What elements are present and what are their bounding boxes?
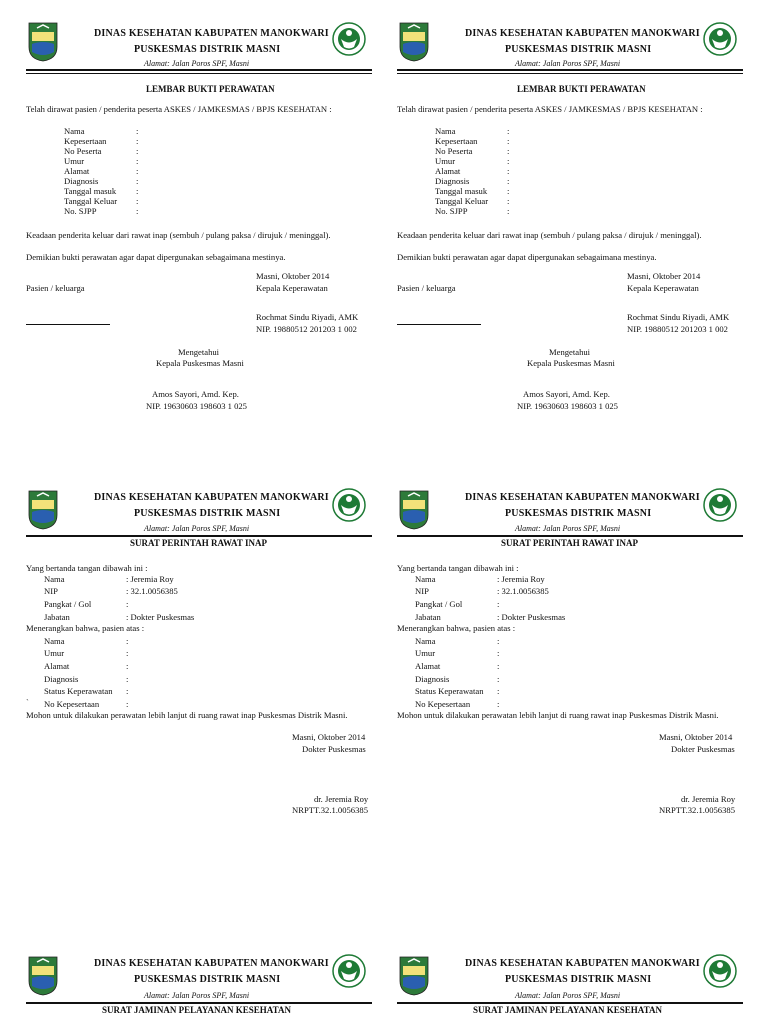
signer-value: : Dokter Puskesmas xyxy=(497,612,566,622)
kepala-keperawatan-label: Kepala Keperawatan xyxy=(627,283,699,293)
field-colon: : xyxy=(507,126,510,136)
field-label: Kepesertaan xyxy=(435,136,478,146)
patient-label: Diagnosis xyxy=(415,674,450,684)
signer-value: : 32.1.0056385 xyxy=(126,586,178,596)
intro-text: Yang bertanda tangan dibawah ini : xyxy=(397,563,519,573)
signer-label: NIP xyxy=(44,586,58,596)
signer-value: : Jeremia Roy xyxy=(126,574,174,584)
head-nip: NIP. 19630603 198603 1 025 xyxy=(146,401,247,411)
patient-label: Nama xyxy=(44,636,65,646)
header-line2: PUSKESMAS DISTRIK MASNI xyxy=(505,974,652,985)
manokwari-logo xyxy=(28,22,58,67)
place-date: Masni, Oktober 2014 xyxy=(292,732,366,742)
field-label: No Peserta xyxy=(435,146,473,156)
field-colon: : xyxy=(507,156,510,166)
header-line2: PUSKESMAS DISTRIK MASNI xyxy=(134,44,281,55)
keadaan-text: Keadaan penderita keluar dari rawat inap (sembuh / pulang paksa / dirujuk / meninggal). xyxy=(26,230,331,240)
signer-label: NIP xyxy=(415,586,429,596)
jaminan-panel-left xyxy=(26,952,376,1024)
header-line1: DINAS KESEHATAN KABUPATEN MANOKWARI xyxy=(465,492,700,503)
field-colon: : xyxy=(507,186,510,196)
manokwari-logo xyxy=(399,22,429,67)
header-line2: PUSKESMAS DISTRIK MASNI xyxy=(134,508,281,519)
signer-label: Nama xyxy=(415,574,436,584)
patient-colon: : xyxy=(497,636,500,646)
signature-line xyxy=(397,324,481,325)
header-address: Alamat: Jalan Poros SPF, Masni xyxy=(144,991,250,1000)
header-rule-thin xyxy=(397,73,743,74)
jaminan-panel-right xyxy=(397,952,747,1024)
doctor-name: dr. Jeremia Roy xyxy=(314,794,369,804)
tick-mark: ` xyxy=(26,697,29,707)
header-line1: DINAS KESEHATAN KABUPATEN MANOKWARI xyxy=(465,958,700,969)
header-line1: DINAS KESEHATAN KABUPATEN MANOKWARI xyxy=(94,492,329,503)
field-label: Nama xyxy=(64,126,85,136)
field-label: Tanggal masuk xyxy=(435,186,488,196)
field-label: Tanggal masuk xyxy=(64,186,117,196)
nurse-name: Rochmat Sindu Riyadi, AMK xyxy=(627,312,730,322)
header-rule-thin xyxy=(26,73,372,74)
nurse-name: Rochmat Sindu Riyadi, AMK xyxy=(256,312,359,322)
header-line1: DINAS KESEHATAN KABUPATEN MANOKWARI xyxy=(94,28,329,39)
signer-value: : 32.1.0056385 xyxy=(497,586,549,596)
header-rule xyxy=(397,1002,743,1004)
doc-title: SURAT PERINTAH RAWAT INAP xyxy=(130,538,267,548)
signer-label: Nama xyxy=(44,574,65,584)
field-label: Tanggal Keluar xyxy=(435,196,489,206)
kepala-puskesmas-label: Kepala Puskesmas Masni xyxy=(156,358,244,368)
patient-label: Alamat xyxy=(415,661,441,671)
doc-title: LEMBAR BUKTI PERAWATAN xyxy=(146,84,275,94)
doctor-name: dr. Jeremia Roy xyxy=(681,794,736,804)
mengetahui-label: Mengetahui xyxy=(178,347,220,357)
field-label: No. SJPP xyxy=(64,206,97,216)
head-name: Amos Sayori, Amd. Kep. xyxy=(152,389,239,399)
doctor-nrptt: NRPTT.32.1.0056385 xyxy=(659,805,735,815)
header-line1: DINAS KESEHATAN KABUPATEN MANOKWARI xyxy=(94,958,329,969)
header-line1: DINAS KESEHATAN KABUPATEN MANOKWARI xyxy=(465,28,700,39)
patient-colon: : xyxy=(497,661,500,671)
menerangkan-text: Menerangkan bahwa, pasien atas : xyxy=(397,623,516,633)
patient-colon: : xyxy=(126,674,129,684)
field-colon: : xyxy=(507,196,510,206)
doc-title: SURAT PERINTAH RAWAT INAP xyxy=(501,538,638,548)
field-colon: : xyxy=(136,186,139,196)
patient-colon: : xyxy=(497,674,500,684)
bakti-husada-logo xyxy=(703,488,737,527)
patient-label: Status Keperawatan xyxy=(44,686,113,696)
field-label: Tanggal Keluar xyxy=(64,196,118,206)
bukti-panel-right xyxy=(397,18,747,418)
intro-text: Telah dirawat pasien / penderita peserta ASKES / JAMKESMAS / BPJS KESEHATAN : xyxy=(26,104,332,114)
role-label: Dokter Puskesmas xyxy=(302,744,366,754)
field-label: Umur xyxy=(435,156,456,166)
field-colon: : xyxy=(136,166,139,176)
nurse-nip: NIP. 19880512 201203 1 002 xyxy=(256,324,357,334)
patient-label: Nama xyxy=(415,636,436,646)
perintah-panel-right xyxy=(397,486,747,836)
perintah-panel-left xyxy=(26,486,376,836)
intro-text: Telah dirawat pasien / penderita peserta ASKES / JAMKESMAS / BPJS KESEHATAN : xyxy=(397,104,703,114)
signature-line xyxy=(26,324,110,325)
patient-label: Alamat xyxy=(44,661,70,671)
patient-colon: : xyxy=(126,686,129,696)
header-address: Alamat: Jalan Poros SPF, Masni xyxy=(144,59,250,68)
signer-label: Pangkat / Gol xyxy=(44,599,92,609)
patient-label: No Kepesertaan xyxy=(44,699,100,709)
field-colon: : xyxy=(136,146,139,156)
header-address: Alamat: Jalan Poros SPF, Masni xyxy=(515,991,621,1000)
field-colon: : xyxy=(507,146,510,156)
field-colon: : xyxy=(136,126,139,136)
bakti-husada-logo xyxy=(703,22,737,61)
field-colon: : xyxy=(136,206,139,216)
mengetahui-label: Mengetahui xyxy=(549,347,591,357)
manokwari-logo xyxy=(28,956,58,1001)
patient-colon: : xyxy=(126,661,129,671)
nurse-nip: NIP. 19880512 201203 1 002 xyxy=(627,324,728,334)
bakti-husada-logo xyxy=(332,488,366,527)
bakti-husada-logo xyxy=(332,954,366,993)
field-label: Kepesertaan xyxy=(64,136,107,146)
header-rule xyxy=(397,535,743,537)
manokwari-logo xyxy=(28,490,58,535)
field-colon: : xyxy=(507,176,510,186)
header-line2: PUSKESMAS DISTRIK MASNI xyxy=(505,44,652,55)
header-line2: PUSKESMAS DISTRIK MASNI xyxy=(134,974,281,985)
header-rule xyxy=(397,69,743,71)
pasien-label: Pasien / keluarga xyxy=(26,283,85,293)
field-label: No. SJPP xyxy=(435,206,468,216)
header-rule xyxy=(26,535,372,537)
header-line2: PUSKESMAS DISTRIK MASNI xyxy=(505,508,652,519)
doc-title: SURAT JAMINAN PELAYANAN KESEHATAN xyxy=(473,1005,662,1015)
signer-value: : Jeremia Roy xyxy=(497,574,545,584)
place-date: Masni, Oktober 2014 xyxy=(627,271,701,281)
header-rule xyxy=(26,1002,372,1004)
signer-value: : Dokter Puskesmas xyxy=(126,612,195,622)
patient-colon: : xyxy=(126,636,129,646)
demikian-text: Demikian bukti perawatan agar dapat dipergunakan sebagaimana mestinya. xyxy=(26,252,286,262)
field-label: Umur xyxy=(64,156,85,166)
patient-label: Status Keperawatan xyxy=(415,686,484,696)
patient-label: Umur xyxy=(415,648,436,658)
doc-title: LEMBAR BUKTI PERAWATAN xyxy=(517,84,646,94)
bukti-panel-left xyxy=(26,18,376,418)
field-colon: : xyxy=(136,176,139,186)
mohon-text: Mohon untuk dilakukan perawatan lebih lanjut di ruang rawat inap Puskesmas Distrik Masni. xyxy=(397,710,719,720)
signer-label: Jabatan xyxy=(415,612,441,622)
place-date: Masni, Oktober 2014 xyxy=(659,732,733,742)
signer-label: Jabatan xyxy=(44,612,70,622)
bakti-husada-logo xyxy=(332,22,366,61)
intro-text: Yang bertanda tangan dibawah ini : xyxy=(26,563,148,573)
patient-colon: : xyxy=(497,699,500,709)
patient-label: Diagnosis xyxy=(44,674,79,684)
patient-colon: : xyxy=(497,686,500,696)
field-label: Nama xyxy=(435,126,456,136)
patient-label: No Kepesertaan xyxy=(415,699,471,709)
kepala-puskesmas-label: Kepala Puskesmas Masni xyxy=(527,358,615,368)
field-colon: : xyxy=(136,156,139,166)
field-colon: : xyxy=(136,136,139,146)
signer-value: : xyxy=(497,599,500,609)
field-colon: : xyxy=(507,136,510,146)
field-label: No Peserta xyxy=(64,146,102,156)
demikian-text: Demikian bukti perawatan agar dapat dipergunakan sebagaimana mestinya. xyxy=(397,252,657,262)
head-nip: NIP. 19630603 198603 1 025 xyxy=(517,401,618,411)
field-colon: : xyxy=(507,206,510,216)
signer-value: : xyxy=(126,599,129,609)
manokwari-logo xyxy=(399,956,429,1001)
menerangkan-text: Menerangkan bahwa, pasien atas : xyxy=(26,623,145,633)
pasien-label: Pasien / keluarga xyxy=(397,283,456,293)
doc-title: SURAT JAMINAN PELAYANAN KESEHATAN xyxy=(102,1005,291,1015)
kepala-keperawatan-label: Kepala Keperawatan xyxy=(256,283,328,293)
patient-colon: : xyxy=(126,699,129,709)
patient-colon: : xyxy=(497,648,500,658)
field-label: Diagnosis xyxy=(435,176,470,186)
doctor-nrptt: NRPTT.32.1.0056385 xyxy=(292,805,368,815)
keadaan-text: Keadaan penderita keluar dari rawat inap (sembuh / pulang paksa / dirujuk / meninggal). xyxy=(397,230,702,240)
field-colon: : xyxy=(136,196,139,206)
patient-colon: : xyxy=(126,648,129,658)
header-address: Alamat: Jalan Poros SPF, Masni xyxy=(144,524,250,533)
mohon-text: Mohon untuk dilakukan perawatan lebih lanjut di ruang rawat inap Puskesmas Distrik Masni. xyxy=(26,710,348,720)
header-address: Alamat: Jalan Poros SPF, Masni xyxy=(515,524,621,533)
header-address: Alamat: Jalan Poros SPF, Masni xyxy=(515,59,621,68)
place-date: Masni, Oktober 2014 xyxy=(256,271,330,281)
patient-label: Umur xyxy=(44,648,65,658)
bakti-husada-logo xyxy=(703,954,737,993)
header-rule xyxy=(26,69,372,71)
role-label: Dokter Puskesmas xyxy=(671,744,735,754)
manokwari-logo xyxy=(399,490,429,535)
field-label: Alamat xyxy=(64,166,90,176)
head-name: Amos Sayori, Amd. Kep. xyxy=(523,389,610,399)
field-label: Alamat xyxy=(435,166,461,176)
field-label: Diagnosis xyxy=(64,176,99,186)
field-colon: : xyxy=(507,166,510,176)
signer-label: Pangkat / Gol xyxy=(415,599,463,609)
